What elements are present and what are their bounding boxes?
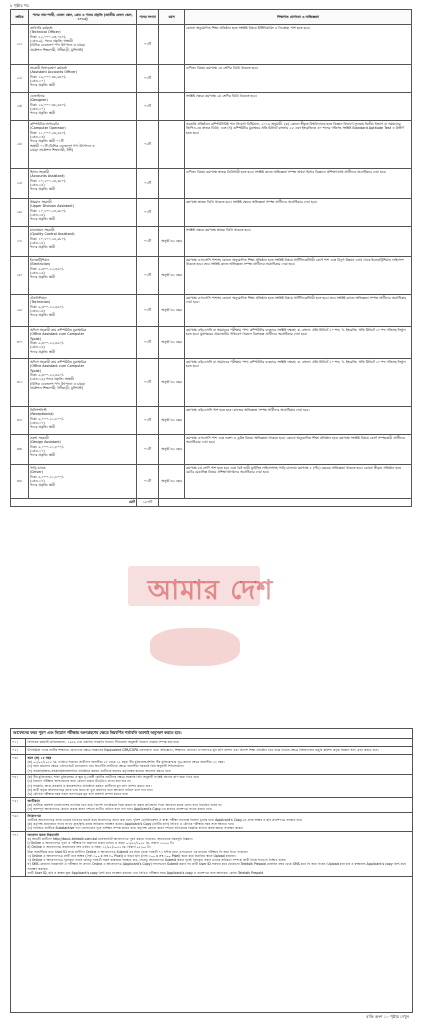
post-line: টাকা: ১৬,০০০-৩৮,৬৪০/- [30, 74, 67, 79]
post-line: (Accounts Assistant) [30, 174, 65, 179]
count-cell: ০১টি [137, 257, 159, 295]
instruction-line: (ক) কর্তৃপক্ষ প্রয়োজনে পদের সংখ্যা হ্রাস/বৃদ্ধি করার অধিকার সংরক্ষণ করেন। Applicant's Copy (প্রার্থীর কপি) লিখিত ও মৌখিক পরীক্ষার সময় সঙ্গে আনতে হবে। [27, 822, 235, 827]
post-line: Typist) [30, 336, 42, 341]
instructions-title: আবেদনের ফরম পূরণ এবং নিয়োগ পরীক্ষায় অংশগ্রহণের ক্ষেত্রে নিম্নবর্ণিত শর্তাবলি অবশ্যই অনুসরণ করতে হবে: [11, 729, 412, 739]
instruction-text [26, 798, 412, 812]
instruction-number: ০৩। [11, 755, 26, 773]
serial-cell: ৩৪। [11, 465, 29, 499]
post-line: মানোন্নয়ন সহকারী [30, 227, 55, 232]
qualification-cell: কমপক্ষে এসএসসি পাশসহ কোনো অনুমোদিত শিক্ষা প্রতিষ্ঠান হতে সংশ্লিষ্ট বিষয়ে সার্টিফিকেটধারী কোর্স পাশ এবং বিদ্যুৎ উন্নয়ন বোর্ড থেকে ইলেকট্রিশিয়ান লাইসেন্স থাকতে হবে। তবে সংশ্লিষ্ট কাজে অভিজ্ঞতা সম্পন্ন প্রার্থীদের অগ্রাধিকার দেয়া হবে। [185, 257, 412, 295]
age-cell: অনূর্ধ্ব ৩২ বছর [159, 359, 185, 407]
post-line: (Office Assistant cum Computer [30, 364, 85, 369]
instruction-line: (ক) প্রার্থীকে অবশ্যই বাংলাদেশের নাগরিক হতে হবে। বিদেশি নাগরিককে বিয়ে করলে বা করার প্রতিশ্রুতি দিলে আবেদন করার যোগ্য বলে বিবেচিত হবেন না। [27, 802, 223, 807]
instruction-text [26, 755, 412, 773]
serial-cell: ২৮। [11, 257, 29, 295]
post-line: (Computer Operator) [30, 126, 66, 131]
count-cell: ০২টি [137, 121, 159, 169]
instruction-item [11, 739, 412, 747]
instruction-text [26, 832, 412, 876]
qualification-cell: বাণিজ্য বিষয়ে কমপক্ষে স্নাতক ডিগ্রিধারী হতে হবে। সংশ্লিষ্ট কাজে অভিজ্ঞতা সম্পন্ন অথবা হিসাব বিজ্ঞানে প্রশিক্ষণপ্রাপ্ত প্রার্থীদের অগ্রাধিকার দেয়া হবে। [185, 169, 412, 199]
instruction-line: উপরিউক্ত পদের প্রার্থীর শিক্ষাগত যোগ্যতার ক্ষেত্রে সমমানের Equivalent GPA/CGPA গ্রহণযোগ্য হবে। অভিজ্ঞতা, শিক্ষাগত যোগ্যতা বা সনদপত্র মূল কপি প্রদর্শন এবং বিদেশি শিক্ষা প্রতিষ্ঠান হতে প্রাপ্ত ডিগ্রির ক্ষেত্রে বিশ্ববিদ্যালয় মঞ্জুরি কমিশন কর্তৃক সমমান সনদ গ্রহণ করতে হবে। [27, 747, 379, 752]
header-age: বয়স [159, 10, 185, 25]
table-row [11, 25, 412, 65]
instruction-line: ii) Online এ আবেদনপত্র জমাদানের শেষ তারিখ ও সময়: ৩১/০৫/২০২৫ খ্রি. বিকাল ০৫:০০ টা। [27, 845, 151, 850]
age-cell: অনূর্ধ্ব ৩২ বছর [159, 257, 185, 295]
instruction-line: গ) Online এ আবেদনপত্রে পূরণকৃত তথ্যই যেহেতু পরবর্তী সকল কার্যক্রমে ব্যবহৃত হবে, সেহেতু আবেদনপত্র Submit করার পূর্বেই পূরণকৃত সকল তথ্যের সঠিকতা সম্পর্কে প্রার্থী নিজে শতভাগ নিশ্চিত হবেন। [27, 858, 287, 863]
instruction-item [11, 798, 412, 813]
table-header-row [11, 10, 412, 25]
post-line: গাড়ি চালক [30, 465, 46, 470]
post-line: পদের প্রকৃতি: স্থায়ী [30, 111, 56, 116]
post-line: (Assistant Accounts Officer) [30, 70, 77, 75]
post-line: চামড়া প্রকৌশল শিল্পনগরী, টঙ্গী) [30, 148, 74, 153]
instruction-item [11, 755, 412, 774]
post-line: হিসাব সহকারী [30, 169, 50, 174]
post-line: পদের প্রকৃতি: স্থায়ী [30, 217, 56, 222]
table-row [11, 227, 412, 257]
table-row [11, 257, 412, 295]
age-cell: অনূর্ধ্ব ৩২ বছর [159, 465, 185, 499]
count-cell: ০১টি [137, 327, 159, 359]
table-row [11, 295, 412, 327]
header-count: পদের সংখ্যা [137, 10, 159, 25]
table-row [11, 93, 412, 121]
post-line: (Upper Division Assistant) [30, 204, 74, 209]
post-cell [29, 295, 137, 327]
post-line: ডেজাইনার [30, 93, 45, 98]
count-cell: ০১টি [137, 93, 159, 121]
post-line: টাকা: ৯,৩০০-২২,৪৯০/- [30, 304, 64, 309]
instruction-line: (গ) সরকারি, আধা-সরকারি ও স্বায়ত্তশাসিত প্রতিষ্ঠানে কর্মরত প্রার্থীদের মূল কপি প্রদর্শন করতে হবে। [27, 783, 152, 788]
instruction-number: ০১। [11, 739, 26, 746]
count-cell: ০১টি [137, 169, 159, 199]
instruction-heading: জাতীয়তা [27, 798, 40, 803]
post-line: টাকা: ৯,৩০০-২২,৪৯০/- [30, 341, 64, 345]
post-line: (Design Assistant) [30, 440, 61, 445]
instruction-heading: বয়স (ক) ১৮ বছর [27, 755, 52, 760]
post-line: টাকা: ৯,৩০০-২২,৪৯০/- [30, 266, 64, 271]
table-row [11, 169, 412, 199]
post-line: টাকা: ১০,২০০-২৪,৬৮০/- [30, 178, 67, 183]
instruction-item [11, 813, 412, 832]
qualification-cell: কোনো অনুমোদিত শিক্ষা প্রতিষ্ঠান হতে সংশ্লিষ্ট বিষয়ে ইঞ্জিনিয়ারিং এ ডিপ্লোমা পাশ হতে হবে। [185, 25, 412, 65]
table-row [11, 359, 412, 407]
qualification-cell: সংশ্লিষ্ট ক্ষেত্রে কমপক্ষে স্নাতক ডিগ্রি থাকতে হবে। [185, 227, 412, 257]
instruction-text [26, 813, 412, 831]
instruction-line: খ) Online এ আবেদনপত্রে প্রার্থী তার স্বাক্ষর (দৈর্ঘ্য ৩০০ x প্রস্থ ৮০ Pixel) ও রঙিন ছবি (দৈর্ঘ্য ৩০০ x প্রস্থ ৩০০ Pixel) স্ক্যান করে নির্ধারিত স্থানে Upload করবেন। [27, 853, 236, 858]
age-cell: অনূর্ধ্ব ৩২ বছর [159, 435, 185, 465]
instruction-number: ০৬। [11, 813, 26, 831]
table-row [11, 407, 412, 435]
post-line: (Receptionist) [30, 412, 54, 417]
total-row [11, 499, 412, 507]
post-line: (বিসিক ডেভেলপ পণ্য উৎপাদন ও চামড়া [30, 43, 86, 48]
instruction-item [11, 775, 412, 798]
post-line: (গ্রেড-১৪) [30, 241, 45, 245]
post-line: টেকনিশিয়ান [30, 295, 47, 300]
post-line: (গ্রেড-১৪) [30, 183, 45, 187]
post-line: (Office Assistant cum Computer [30, 332, 85, 337]
count-cell: ০১টি [137, 435, 159, 465]
count-cell: ০১টি [137, 359, 159, 407]
post-line: কারিগরি কর্মকর্তা [30, 25, 53, 30]
post-line: (Driver) [30, 470, 44, 475]
post-line: পদের প্রকৃতি: স্থায়ী [30, 245, 56, 250]
serial-cell: ৩২। [11, 407, 29, 435]
post-line: (Quality Control Assistant) [30, 232, 75, 237]
post-line: রিসিপশনিস্ট [30, 407, 47, 412]
instruction-line: প্রার্থী User ID, ছবি ও স্বাক্ষর যুক্ত Applicant's copy প্রিন্ট করে সংরক্ষণ করবেন এবং লিখিত পরীক্ষার সময় Applicant's copy ও প্রবেশপত্র সঙ্গে আনবেন। কেবল Teletalk Prepaid [27, 870, 264, 875]
age-cell: অনূর্ধ্ব ৩২ বছর [159, 295, 185, 327]
instruction-number: ০৪। [11, 775, 26, 797]
post-line: (গ্রেড-১৬) [30, 345, 45, 350]
post-line: পদের প্রকৃতি: স্থায়ী [30, 453, 56, 458]
page-number: ৮ পৃষ্ঠার পর [10, 3, 29, 8]
total-value: ১৮৭টি [137, 499, 159, 507]
post-cell [29, 121, 137, 169]
post-line: টাকা: ১১,০০০-২৬,৫৯০/- [30, 130, 67, 135]
serial-cell: ২৩। [11, 93, 29, 121]
post-line: পদের প্রকৃতি: স্থায়ী [30, 483, 56, 488]
serial-cell: ২৬। [11, 199, 29, 227]
instruction-number: ০৫। [11, 798, 26, 812]
post-line: (গ্রেড-১০) [30, 79, 45, 83]
post-line: টাকা: ৯,০০০-২১,৮০০/- [30, 474, 64, 479]
qualification-cell: কমপক্ষে এসএসসি পাশ এবং নকশা ও ড্রয়িং বিষয়ে অভিজ্ঞতা থাকতে হবে। কোনো অনুমোদিত শিক্ষা প্রতিষ্ঠান হতে কমপক্ষে সংশ্লিষ্ট বিষয়ে কোর্স সম্পন্নকারী প্রার্থীদের অগ্রাধিকার দেয়া হবে। [185, 435, 412, 465]
age-cell [159, 65, 185, 93]
header-qualification: শিক্ষাগত যোগ্যতা ও অভিজ্ঞতা [185, 10, 412, 25]
post-line: (Technical Officer) [30, 30, 61, 35]
qualification-cell: কমপক্ষে ৮ম শ্রেণি পাশ হতে হবে এবং বৈধ ভারী ড্রাইভিং লাইসেন্সসহ গাড়ি চালনায় কমপক্ষে ৫ (পাঁচ) বছরের অভিজ্ঞতা থাকতে হবে। কোনো স্বীকৃত প্রতিষ্ঠান হতে মোটর মেকানিক্স বিষয়ে প্রশিক্ষণপ্রাপ্তদের অগ্রাধিকার দেয়া হবে। [185, 465, 412, 499]
post-line: (গ্রেড-১৪) [30, 213, 45, 217]
instruction-line: (ঘ) প্রার্থী কর্তৃক আবেদনপত্রে প্রদত্ত তথ্য মিথ্যা বা ভুল প্রমাণিত হলে আবেদন বাতিল বলে গণ্য হবে। [27, 787, 153, 792]
instruction-line: ক) আগ্রহী প্রার্থীগণ http://bscic.teletalk.com.bd ওয়েবসাইটে আবেদনপত্র পূরণ করতে পারবেন। আবেদনের সময়সূচি নিম্নরূপ: [27, 836, 194, 841]
count-cell: ০১টি [137, 227, 159, 257]
instruction-line: উক্ত সময়সীমার মধ্যে User ID প্রাপ্ত প্রার্থীগণ Online এ আবেদনপত্র Submit এর সময় থেকে পরবর্তী ৭২ ঘণ্টার মধ্যে এসএমএস এর মাধ্যমে পরীক্ষার ফি জমা দিতে পারবেন। [27, 849, 249, 854]
qualification-cell: কমপক্ষে এইচএসসি বা সমমানের পরীক্ষায় পাশ; কম্পিউটার ব্যবহারে সংশ্লিষ্ট দক্ষতা; ক. বাংলা: প্রতি মিনিটে ২০ শব্দ; খ. ইংরেজি: প্রতি মিনিটে ২০ শব্দ গতিসহ নির্ভুল হতে হবে। মুদ্রাক্ষরের প্রয়োজনীয় গতিবেগ থাকলে বিশেষজ্ঞ প্রার্থীদের অগ্রাধিকার দেয়া হবে। [185, 327, 412, 359]
serial-cell: ২৭। [11, 227, 29, 257]
serial-cell: ৩৩। [11, 435, 29, 465]
count-cell: ০১টি [137, 65, 159, 93]
post-line: (Technician) [30, 300, 51, 305]
post-line: (গ্রেড-১৬) পদের প্রকৃতি: অস্থায়ী [30, 377, 74, 382]
post-line: পদের প্রকৃতি: স্থায়ী [30, 187, 56, 192]
instruction-line: (খ) অসম্পূর্ণ আবেদনপত্র কোনো প্রকার কারণ দর্শানো ব্যতীত বাতিল বলে গণ্য হবে। Applicant's Copy-এর মাধ্যমে প্রবেশপত্র সংগ্রহ করতে হবে। [27, 807, 213, 812]
post-line: পদের প্রকৃতি: স্থায়ী [30, 275, 56, 280]
post-line: (গ্রেড-১৭) [30, 421, 45, 425]
post-line: অস্থায়ী ০১টি (বিসিক ডেভেলপ পণ্য উৎপাদন ও [30, 143, 95, 148]
instruction-line: (খ) নির্বাচিত প্রার্থীকে Substantive পদে যোগদানের পূর্বে প্রশিক্ষণ সম্পন্ন করতে হবে। কর্তৃপক্ষ কোনো কারণ দর্শানো ব্যতিরেকে বিজ্ঞপ্তি বাতিল করার ক্ষমতা সংরক্ষণ করেন। [27, 826, 244, 831]
instruction-number: ০২। [11, 747, 26, 754]
instruction-line: ঘ) SMS প্রেরণের নিয়মাবলি ও পরীক্ষার ফি প্রদান: Online এ আবেদনপত্র (Applicant's Copy) সফলভাবে Submit করার পর প্রার্থী User ID ব্যবহার করে যেকোনো Teletalk Prepaid মোবাইল নম্বর থেকে SMS করে ফি জমা দিবেন। Upload করা ছবি ও স্বাক্ষরসহ Applicant's copy প্রিন্ট করে সংরক্ষণ করবেন। [27, 862, 406, 871]
qualification-cell: সরকারি প্রতিষ্ঠানে কম্পিউটারিষ্ট পদে নিয়োগ বিধিমালা, ২০১৯ অনুযায়ী- (ক) কোনো স্বীকৃত বিশ্ববিদ্যালয় হতে বিজ্ঞান বিভাগে ন্যূনতম দ্বিতীয় বিভাগ বা সমমানের জিপিএ-তে স্নাতক ডিগ্রি; এবং (খ) কম্পিউটার মুদ্রাক্ষরে প্রতি মিনিটে বাংলায় ২৫ এবং ইংরেজিতে ৩০ শব্দের গতিসহ সংশ্লিষ্ট Standard Aptitude Test এ উত্তীর্ণ হতে হবে। [185, 121, 412, 169]
instruction-line: বিসিকের কর্মচারী প্রবিধানমালা, ১৯৮৯ এবং প্রচলিত সরকারি নিয়োগ নীতিমালা অনুযায়ী নিয়োগ প্রক্রিয়া সম্পন্ন করা হবে। [27, 739, 180, 744]
instruction-number: ০৭। [11, 832, 26, 876]
instruction-heading: আবেদন করার নিয়মাবলি [27, 832, 60, 837]
post-line: টাকা: ৯,০০০-২১,৮০০/- [30, 444, 64, 449]
instruction-item [11, 832, 412, 877]
serial-cell: ২১। [11, 25, 29, 65]
instruction-text [26, 747, 412, 754]
post-line: (গ্রেড-১৩) [30, 135, 45, 139]
age-cell [159, 169, 185, 199]
table-row [11, 465, 412, 499]
table-row [11, 121, 412, 169]
age-cell: অনূর্ধ্ব ৩২ বছর [159, 327, 185, 359]
post-line: (Designer) [30, 98, 48, 103]
serial-cell: ২৪। [11, 121, 29, 169]
instruction-item [11, 747, 412, 755]
age-cell: অনূর্ধ্ব ৩২ বছর [159, 407, 185, 435]
post-line: (গ্রেড-১৭) [30, 449, 45, 453]
watermark-band [128, 566, 260, 606]
instruction-line: i) Online এ আবেদনপত্র পূরণ ও পরীক্ষার ফি জমাদান শুরুর তারিখ ও সময়: ০১/০৫/২০২৫ খ্রি. সকাল ১০:০০ টা। [27, 841, 174, 846]
post-line: (Electrician) [30, 262, 51, 267]
post-line: অফিস সহকারী কাম কম্পিউটার মুদ্রাক্ষরিক [30, 359, 87, 364]
serial-cell: ৩০। [11, 327, 29, 359]
post-line: (গ্রেড-১৬) [30, 271, 45, 275]
count-cell: ০১টি [137, 465, 159, 499]
qualification-cell: কমপক্ষে এসএসসি পাশসহ কোনো অনুমোদিত শিক্ষা প্রতিষ্ঠান হতে সংশ্লিষ্ট বিষয়ে সার্টিফিকেটধারী হতে হবে। তবে সংশ্লিষ্ট কাজে অভিজ্ঞতা সম্পন্ন প্রার্থীদের অগ্রাধিকার দেয়া হবে। [185, 295, 412, 327]
total-empty [159, 499, 412, 507]
instructions-box [10, 728, 413, 1013]
post-line: পদের প্রকৃতি: স্থায়ী [30, 349, 56, 354]
post-line: টাকা: ২২,০০০-৫৩,০৬০/- [30, 34, 67, 39]
post-line: টাকা: ১০,২০০-২৪,৬৮০/- [30, 236, 67, 241]
post-line: (গ্রেড-১৬) [30, 309, 45, 313]
count-cell: ০১টি [137, 295, 159, 327]
qualification-cell: কমপক্ষে স্নাতক ডিগ্রি থাকতে হবে। সংশ্লিষ্ট ক্ষেত্রে অভিজ্ঞতা সম্পন্ন প্রার্থীদের অগ্রাধিকার দেয়া হবে। [185, 199, 412, 227]
post-cell [29, 359, 137, 407]
instruction-line: (খ) বয়স প্রমাণের ক্ষেত্রে এফিডেভিট গ্রহণযোগ্য নয়। বিভাগীয় প্রার্থীদের ক্ষেত্রে বয়সসীমা সরকারি বিধি অনুযায়ী শিথিলযোগ্য। [27, 764, 185, 769]
table-row [11, 65, 412, 93]
post-line: টাকা: ১৬,০০০-৩৮,৬৪০/- [30, 102, 67, 107]
post-line: প্রকৌশল শিল্পনগরী, টঙ্গীবাড়ী, মুন্সিগঞ্জ) [30, 47, 83, 52]
instruction-line: (ঙ) মৌখিক পরীক্ষার সময় সকল সনদপত্রের মূল কপি অবশ্যই প্রদর্শন করতে হবে। [27, 792, 129, 797]
count-cell: ০১টি [137, 199, 159, 227]
post-line: পদের প্রকৃতি: স্থায়ী [30, 425, 56, 430]
post-line: অফিস সহকারী কাম কম্পিউটার মুদ্রাক্ষরিক [30, 327, 87, 332]
header-serial: ক্রমিক [11, 10, 29, 25]
age-cell [159, 25, 185, 65]
post-cell [29, 257, 137, 295]
continued-note: বাকি অংশ ১০ পৃষ্ঠায় দেখুন [366, 1014, 409, 1019]
post-line: টাকা: ৯,০০০-২১,৮০০/- [30, 416, 64, 421]
post-cell [29, 435, 137, 465]
total-label: মোট [11, 499, 137, 507]
instruction-heading: নিয়োগপত্র [27, 813, 41, 818]
post-line: (বিসিক ডেভেলপ পণ্য উৎপাদন ও চামড়া [30, 381, 86, 386]
watermark-stamp [150, 628, 240, 666]
age-cell [159, 199, 185, 227]
post-cell [29, 169, 137, 199]
serial-cell: ৩১। [11, 359, 29, 407]
job-table [10, 9, 412, 507]
instruction-text [26, 775, 412, 797]
instruction-text [26, 739, 412, 746]
post-line: টাকা: ৯,৩০০-২২,৪৯০/- [30, 373, 64, 377]
serial-cell: ২৯। [11, 295, 29, 327]
post-cell [29, 227, 137, 257]
count-cell: ০১টি [137, 407, 159, 435]
age-cell: অনূর্ধ্ব ৩২ বছর [159, 227, 185, 257]
post-cell [29, 93, 137, 121]
instruction-line: (ক) ০১/০৫/২০২৫ খ্রি. তারিখে সাধারণ প্রার্থীদের বয়সসীমা ১৮ থেকে ৩২ বছর। বীর মুক্তিযোদ্ধা/শহিদ বীর মুক্তিযোদ্ধার পুত্র-কন্যার ক্ষেত্রে বয়সসীমা ৩২ বছর। [27, 760, 225, 765]
instruction-line: (ক) বীর মুক্তিযোদ্ধা, শহিদ মুক্তিযোদ্ধা ও ক্ষুদ্র নৃ-গোষ্ঠী কোটার প্রার্থীদের ক্ষেত্রে সরকারি বিধি অনুযায়ী সংশ্লিষ্ট সনদের কপি জমা দিতে হবে। [27, 775, 200, 780]
table-row [11, 327, 412, 359]
count-cell: ০১টি [137, 25, 159, 65]
qualification-cell: কমপক্ষে এইচএসসি পাশ হতে হবে। কাজের অভিজ্ঞতা সম্পন্ন প্রার্থীদের অগ্রাধিকার দেয়া হবে। [185, 407, 412, 435]
instruction-line: (খ) নিয়োগ পরীক্ষায় অংশগ্রহণের জন্য কোনো প্রকার টিএ/ডিএ প্রদান করা হবে না। [27, 779, 132, 784]
post-line: ইলেকট্রিশিয়ান [30, 257, 50, 262]
serial-cell: ২৫। [11, 169, 29, 199]
post-cell [29, 465, 137, 499]
post-cell [29, 65, 137, 93]
age-cell [159, 121, 185, 169]
table-body [11, 25, 412, 507]
post-line: কম্পিউটার অপারেটর [30, 121, 59, 126]
post-line: প্রকৌশল শিল্পনগরী, টঙ্গীবাড়ী, মুন্সিগঞ্জ) [30, 386, 83, 391]
qualification-cell: বাণিজ্য বিষয়ে কমপক্ষে ২য় শ্রেণির ডিগ্রি থাকতে হবে। [185, 65, 412, 93]
table-row [11, 435, 412, 465]
instruction-line: (গ) সরকারি/আধা-সরকারি/স্বায়ত্তশাসিত প্রতিষ্ঠানে কর্মরত প্রার্থীদের যথাযথ কর্তৃপক্ষের মাধ্যমে আবেদন করতে হবে। [27, 768, 171, 773]
post-line: পদের প্রকৃতি: স্থায়ী [30, 83, 56, 88]
serial-cell: ২২। [11, 65, 29, 93]
post-line: টাকা: ১০,২০০-২৪,৬৮০/- [30, 208, 67, 213]
post-line: পদের প্রকৃতি: স্থায়ী [30, 313, 56, 318]
table-row [11, 199, 412, 227]
post-line: (গ্রেড-১৭) [30, 479, 45, 483]
post-cell [29, 407, 137, 435]
post-line: পদের প্রকৃতি: স্থায়ী ০১টি [30, 139, 64, 144]
post-line: (গ্রেড-১০) [30, 107, 45, 111]
header-post: পদের নাম-পদবী, বেতন স্কেল, গ্রেড ও পদের প্রকৃতি (জাতীয় বেতন স্কেল, ২০১৫) [29, 10, 137, 25]
instructions-list [11, 739, 412, 877]
age-cell [159, 93, 185, 121]
watermark-text: আমার দেশ [147, 575, 274, 606]
post-line: উচ্চমান সহকারী [30, 199, 52, 204]
post-line: সহকারী হিসাবরক্ষণ কর্মকর্তা [30, 65, 68, 70]
qualification-cell: কমপক্ষে এইচএসসি বা সমমানের পরীক্ষায় পাশ; কম্পিউটার ব্যবহারে সংশ্লিষ্ট দক্ষতা; ক. বাংলা: প্রতি মিনিটে ২০ শব্দ; খ. ইংরেজি: প্রতি মিনিটে ২০ শব্দ গতিসহ নির্ভুল হতে হবে। [185, 359, 412, 407]
post-line: Typist) [30, 368, 42, 373]
post-cell [29, 327, 137, 359]
post-line: নকশা সহকারী [30, 435, 49, 440]
qualification-cell: সংশ্লিষ্ট ক্ষেত্রে কমপক্ষে ২য় শ্রেণির ডিগ্রি থাকতে হবে। [185, 93, 412, 121]
post-line: (গ্রেড-৯), পদের প্রকৃতি: অস্থায়ী [30, 39, 73, 43]
post-cell [29, 199, 137, 227]
instruction-line: প্রার্থীকে আবেদনপত্রে প্রদত্ত তথ্যের ভিত্তিতে যাচাই করে নিয়োগপত্র প্রদান করা হবে। পুলিশ ভেরিফিকেশন ও স্বাস্থ্য পরীক্ষা সাপেক্ষে নিয়োগ চূড়ান্ত হবে। Applicant's Copy-তে প্রদত্ত স্বাক্ষর ও ছবি প্রবেশপত্রে ব্যবহৃত হবে। [27, 817, 303, 822]
post-cell [29, 25, 137, 65]
